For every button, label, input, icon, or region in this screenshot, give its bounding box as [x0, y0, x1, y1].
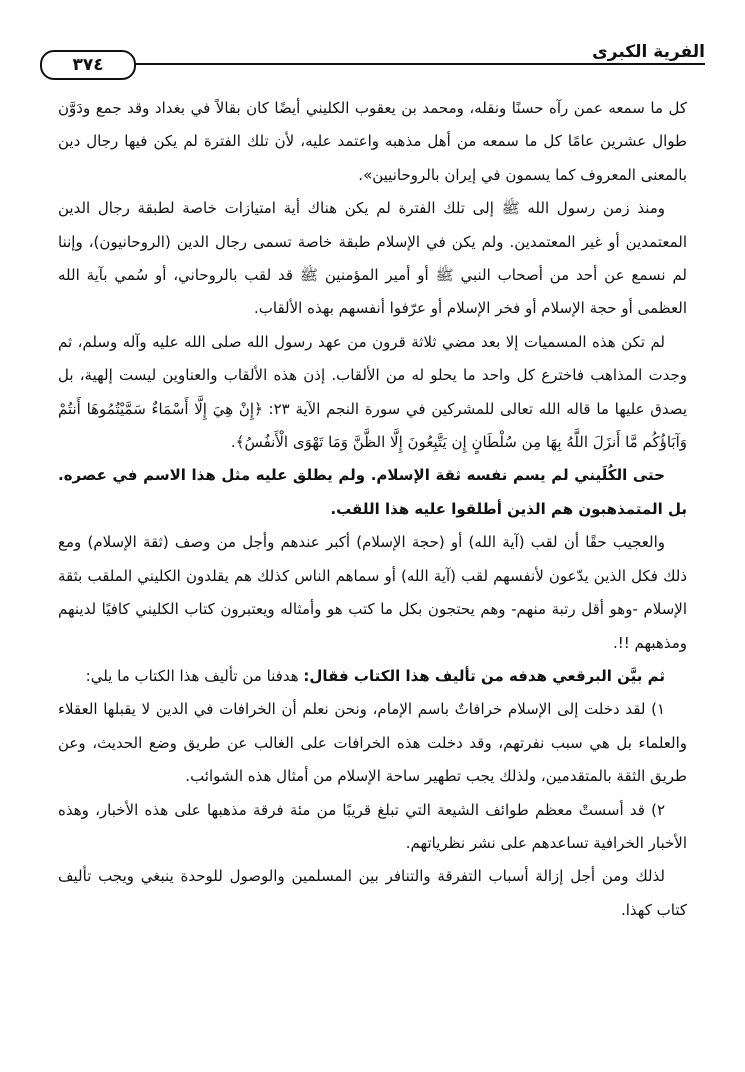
paragraph-3-text: لم تكن هذه المسميات إلا بعد مضي ثلاثة قرون من عهد رسول الله صلى الله عليه وآله وسلم، ثم وجدت المذاهب فاخترع كل واحد ما يحلو له من الألقاب. إذن هذه الألقاب والعناوين ليست إلهية، بل يصدق عليها ما قاله الله تعالى للمشركين في سورة النجم الآية ٢٣: — [58, 332, 687, 418]
header-rule — [40, 63, 705, 65]
paragraph-5: والعجيب حقًا أن لقب (آية الله) أو (حجة الإسلام) أكبر عندهم وأجل من وصف (ثقة الإسلام) ومع ذلك فكل الذين يدّعون لأنفسهم لقب (آية الله) أو سماهم الناس كذلك هم يقلدون الكليني الملقب بثقة الإسلام -وهو أقل رتبة منهم- وهم يحتجون بكل ما كتب هو وأمثاله ويعتبرون كتاب الكليني كافيًا لدينهم ومذهبهم !!. — [58, 533, 687, 652]
paragraph-3 — [58, 326, 687, 460]
paragraph-9: لذلك ومن أجل إزالة أسباب التفرقة والتنافر بين المسلمين والوصول للوحدة ينبغي ويجب تأليف كتاب كهذا. — [58, 867, 687, 919]
lead-in: ثم بيَّن البرقعي هدفه من تأليف هذا الكتاب فقال: — [303, 666, 665, 685]
page-body — [58, 92, 687, 927]
page-number: ٣٧٤ — [40, 50, 136, 80]
paragraph-8: ٢) قد أسستْ معظم طوائف الشيعة التي تبلغ قريبًا من مئة فرقة مذهبها على هذه الأخبار، وهذه الأخبار الخرافية تساعدهم على نشر نظرياتهم. — [58, 800, 687, 852]
paragraph-6-text: هدفنا من تأليف هذا الكتاب ما يلي: — [85, 666, 299, 685]
quran-verse: ﴿إِنْ هِيَ إِلَّا أَسْمَاءٌ سَمَّيْتُمُوهَا أَنتُمْ وَآبَاؤُكُم مَّا أَنزَلَ اللَّهُ بِهَا مِن سُلْطَانٍ إِن يَتَّبِعُونَ إِلَّا الظَّنَّ وَمَا تَهْوَى الْأَنفُسُ﴾. — [58, 399, 687, 452]
paragraph-6 — [58, 660, 687, 693]
paragraph-7: ١) لقد دخلت إلى الإسلام خرافاتٌ باسم الإمام، ونحن نعلم أن الخرافات في الدين لا يقبلها العقلاء والعلماء بل هي سبب نفرتهم، وقد دخلت هذه الخرافات على الغالب عن طريق وضع الحديث، وعن طريق الثقة بالمتقدمين، ولذلك يجب تطهير ساحة الإسلام من أمثال هذه الشوائب. — [58, 700, 687, 786]
paragraph-2: ومنذ زمن رسول الله ﷺ إلى تلك الفترة لم يكن هناك أية امتيازات خاصة لطبقة رجال الدين المعتمدين أو غير المعتمدين. ولم يكن في الإسلام طبقة خاصة تسمى رجال الدين (الروحانيون)، وإننا لم نسمع عن أحد من أصحاب النبي ﷺ أو أمير المؤمنين ﷺ قد لقب بالروحاني، أو سُمي بآية الله العظمى أو حجة الإسلام أو فخر الإسلام أو عرّفوا أنفسهم بهذه الألقاب. — [58, 199, 687, 318]
paragraph-4: حتى الكُلَيني لم يسم نفسه ثقة الإسلام. ولم يطلق عليه مثل هذا الاسم في عصره. بل المتمذهبون هم الذين أطلقوا عليه هذا اللقب. — [58, 466, 687, 518]
running-title: الفرية الكبرى — [592, 42, 705, 62]
paragraph-1: كل ما سمعه عمن رآه حسنًا ونقله، ومحمد بن يعقوب الكليني أيضًا كان بقالاً في بغداد وقد جمع ودَوَّن طوال عشرين عامًا كل ما سمعه من أهل مذهبه واعتمد عليه، لأن تلك الفترة لم يكن فيها رجال دين بالمعنى المعروف كما يسمون في إيران بالروحانيين». — [58, 99, 687, 184]
page-header — [40, 36, 705, 62]
